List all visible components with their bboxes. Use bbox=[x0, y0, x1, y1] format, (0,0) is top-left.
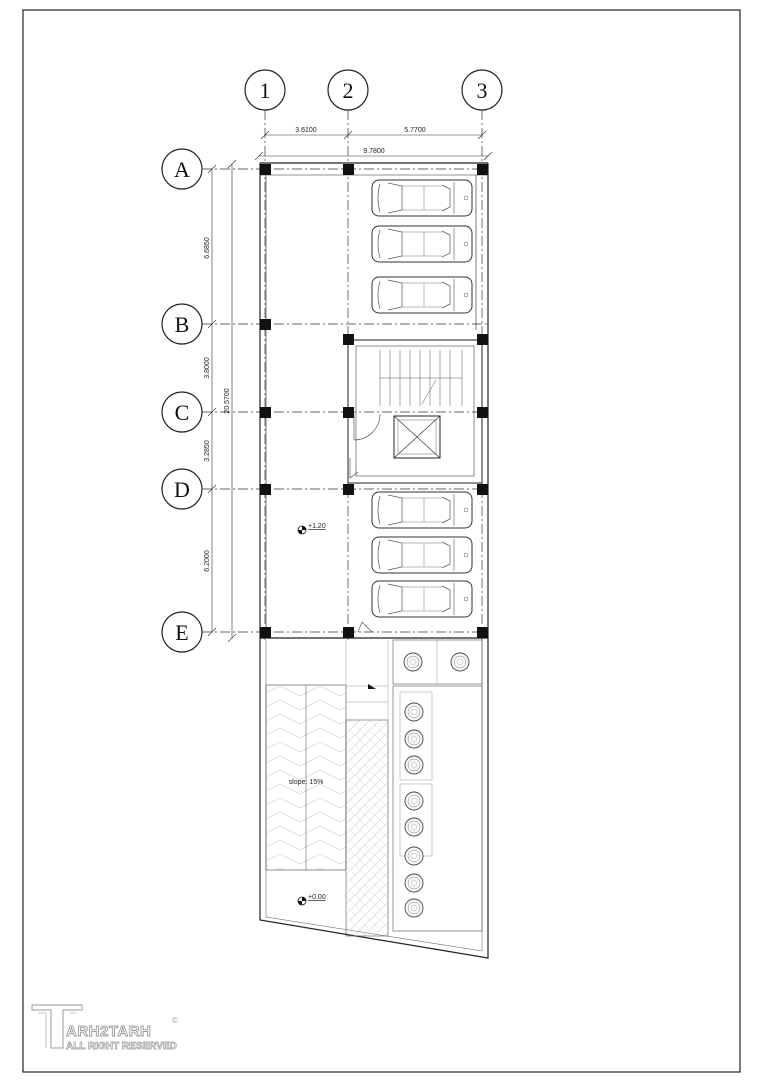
row-label-c: C bbox=[174, 400, 190, 425]
trees bbox=[404, 653, 469, 917]
tree-icon bbox=[405, 792, 423, 810]
tree-icon bbox=[404, 653, 422, 671]
tree-icon bbox=[405, 874, 423, 892]
row-label-a: A bbox=[174, 157, 190, 182]
watermark-logo bbox=[32, 1005, 178, 1052]
copyright-mark: © bbox=[172, 1016, 178, 1025]
dim-col-1-2: 3.6100 bbox=[295, 127, 317, 134]
car-1 bbox=[372, 180, 472, 216]
watermark-rights: ALL RIGHT RESERVED bbox=[66, 1041, 177, 1052]
tree-icon bbox=[451, 653, 469, 671]
tree-icon bbox=[405, 847, 423, 865]
column-label-2: 2 bbox=[342, 78, 354, 103]
level-marker-icon bbox=[298, 526, 306, 534]
tree-icon bbox=[405, 730, 423, 748]
dim-col-2-3: 5.7700 bbox=[404, 127, 426, 134]
row-label-e: E bbox=[175, 620, 189, 645]
tree-icon bbox=[405, 818, 423, 836]
row-label-d: D bbox=[174, 477, 190, 502]
dim-overall-length: 20.5700 bbox=[224, 388, 231, 414]
tree-icon bbox=[405, 703, 423, 721]
car-6 bbox=[372, 581, 472, 617]
dim-row-a-b: 6.6850 bbox=[204, 237, 211, 259]
dim-row-d-e: 6.2000 bbox=[204, 550, 211, 572]
horizontal-dimensions bbox=[255, 131, 492, 160]
car-5 bbox=[372, 537, 472, 573]
row-label-b: B bbox=[174, 312, 190, 337]
column-label-1: 1 bbox=[259, 78, 271, 103]
ramp-slope: slope: 15% bbox=[288, 779, 324, 786]
car-4 bbox=[372, 492, 472, 528]
tree-icon bbox=[405, 899, 423, 917]
tree-icon bbox=[405, 756, 423, 774]
yard-area bbox=[260, 638, 488, 958]
car-2 bbox=[372, 226, 472, 262]
level-marker-icon bbox=[298, 897, 306, 905]
dim-row-c-d: 3.2850 bbox=[204, 440, 211, 462]
column-label-3: 3 bbox=[476, 78, 488, 103]
level-ground: +0.00 bbox=[308, 894, 326, 901]
car-3 bbox=[372, 277, 472, 313]
column-grid-bubbles bbox=[245, 70, 502, 110]
row-grid-bubbles bbox=[162, 149, 202, 652]
level-parking: +1.20 bbox=[308, 523, 326, 530]
dim-row-b-c: 3.8000 bbox=[204, 357, 211, 379]
parked-cars bbox=[372, 180, 472, 617]
watermark-brand: ARH2TARH bbox=[66, 1023, 152, 1040]
dim-overall-width: 9.7800 bbox=[363, 148, 385, 155]
vertical-dimensions bbox=[208, 160, 236, 642]
